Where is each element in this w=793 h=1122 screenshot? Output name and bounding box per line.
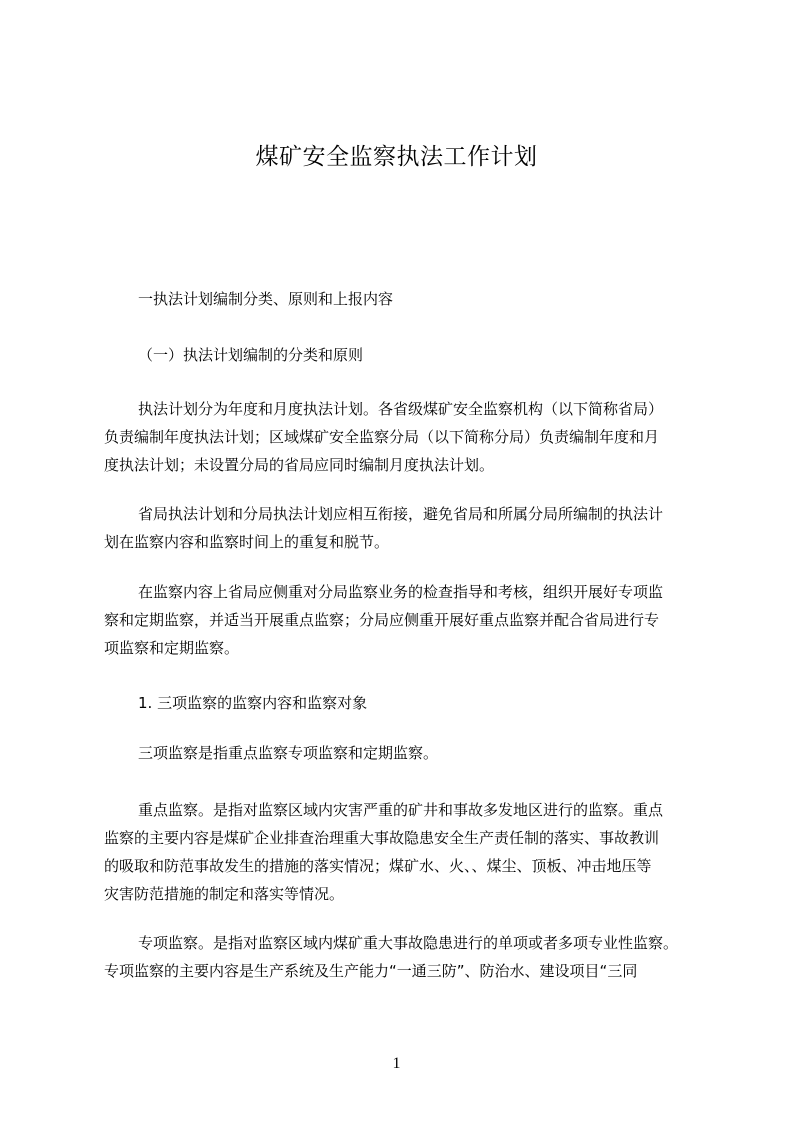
page-number: 1 bbox=[392, 1055, 401, 1072]
paragraph-line: 专项监察的主要内容是生产系统及生产能力“一通三防”、防治水、建设项目“三同 bbox=[104, 962, 638, 980]
paragraph-line: 负责编制年度执法计划；区域煤矿安全监察分局（以下简称分局）负责编制年度和月 bbox=[104, 428, 660, 446]
item-heading: 1. 三项监察的监察内容和监察对象 bbox=[138, 694, 368, 712]
paragraph-line: 划在监察内容和监察时间上的重复和脱节。 bbox=[104, 533, 390, 551]
paragraph-line: 专项监察。是指对监察区域内煤矿重大事故隐患进行的单项或者多项专业性监察。 bbox=[138, 934, 679, 952]
paragraph-line: 在监察内容上省局应侧重对分局监察业务的检查指导和考核，组织开展好专项监 bbox=[138, 583, 664, 601]
subsection-heading: （一）执法计划编制的分类和原则 bbox=[138, 346, 364, 364]
paragraph-line: 的吸取和防范事故发生的措施的落实情况；煤矿水、火、、煤尘、顶板、冲击地压等 bbox=[104, 857, 652, 875]
paragraph-line: 监察的主要内容是煤矿企业排查治理重大事故隐患安全生产责任制的落实、事故教训 bbox=[104, 829, 660, 847]
item-intro: 三项监察是指重点监察专项监察和定期监察。 bbox=[138, 744, 439, 762]
paragraph-line: 项监察和定期监察。 bbox=[104, 639, 240, 657]
paragraph-line: 度执法计划；未设置分局的省局应同时编制月度执法计划。 bbox=[104, 456, 495, 474]
paragraph bbox=[104, 500, 716, 556]
paragraph bbox=[104, 395, 716, 479]
paragraph bbox=[104, 796, 716, 908]
paragraph bbox=[104, 929, 716, 985]
section-heading: 一执法计划编制分类、原则和上报内容 bbox=[138, 290, 394, 308]
paragraph-line: 灾害防范措施的制定和落实等情况。 bbox=[104, 885, 345, 903]
paragraph-line: 省局执法计划和分局执法计划应相互衔接，避免省局和所属分局所编制的执法计 bbox=[138, 505, 664, 523]
paragraph-line: 执法计划分为年度和月度执法计划。各省级煤矿安全监察机构（以下简称省局） bbox=[138, 400, 664, 418]
page-title: 煤矿安全监察执法工作计划 bbox=[255, 144, 538, 170]
paragraph-line: 察和定期监察，并适当开展重点监察；分局应侧重开展好重点监察并配合省局进行专 bbox=[104, 611, 660, 629]
paragraph bbox=[104, 578, 716, 662]
paragraph-line: 重点监察。是指对监察区域内灾害严重的矿井和事故多发地区进行的监察。重点 bbox=[138, 801, 664, 819]
